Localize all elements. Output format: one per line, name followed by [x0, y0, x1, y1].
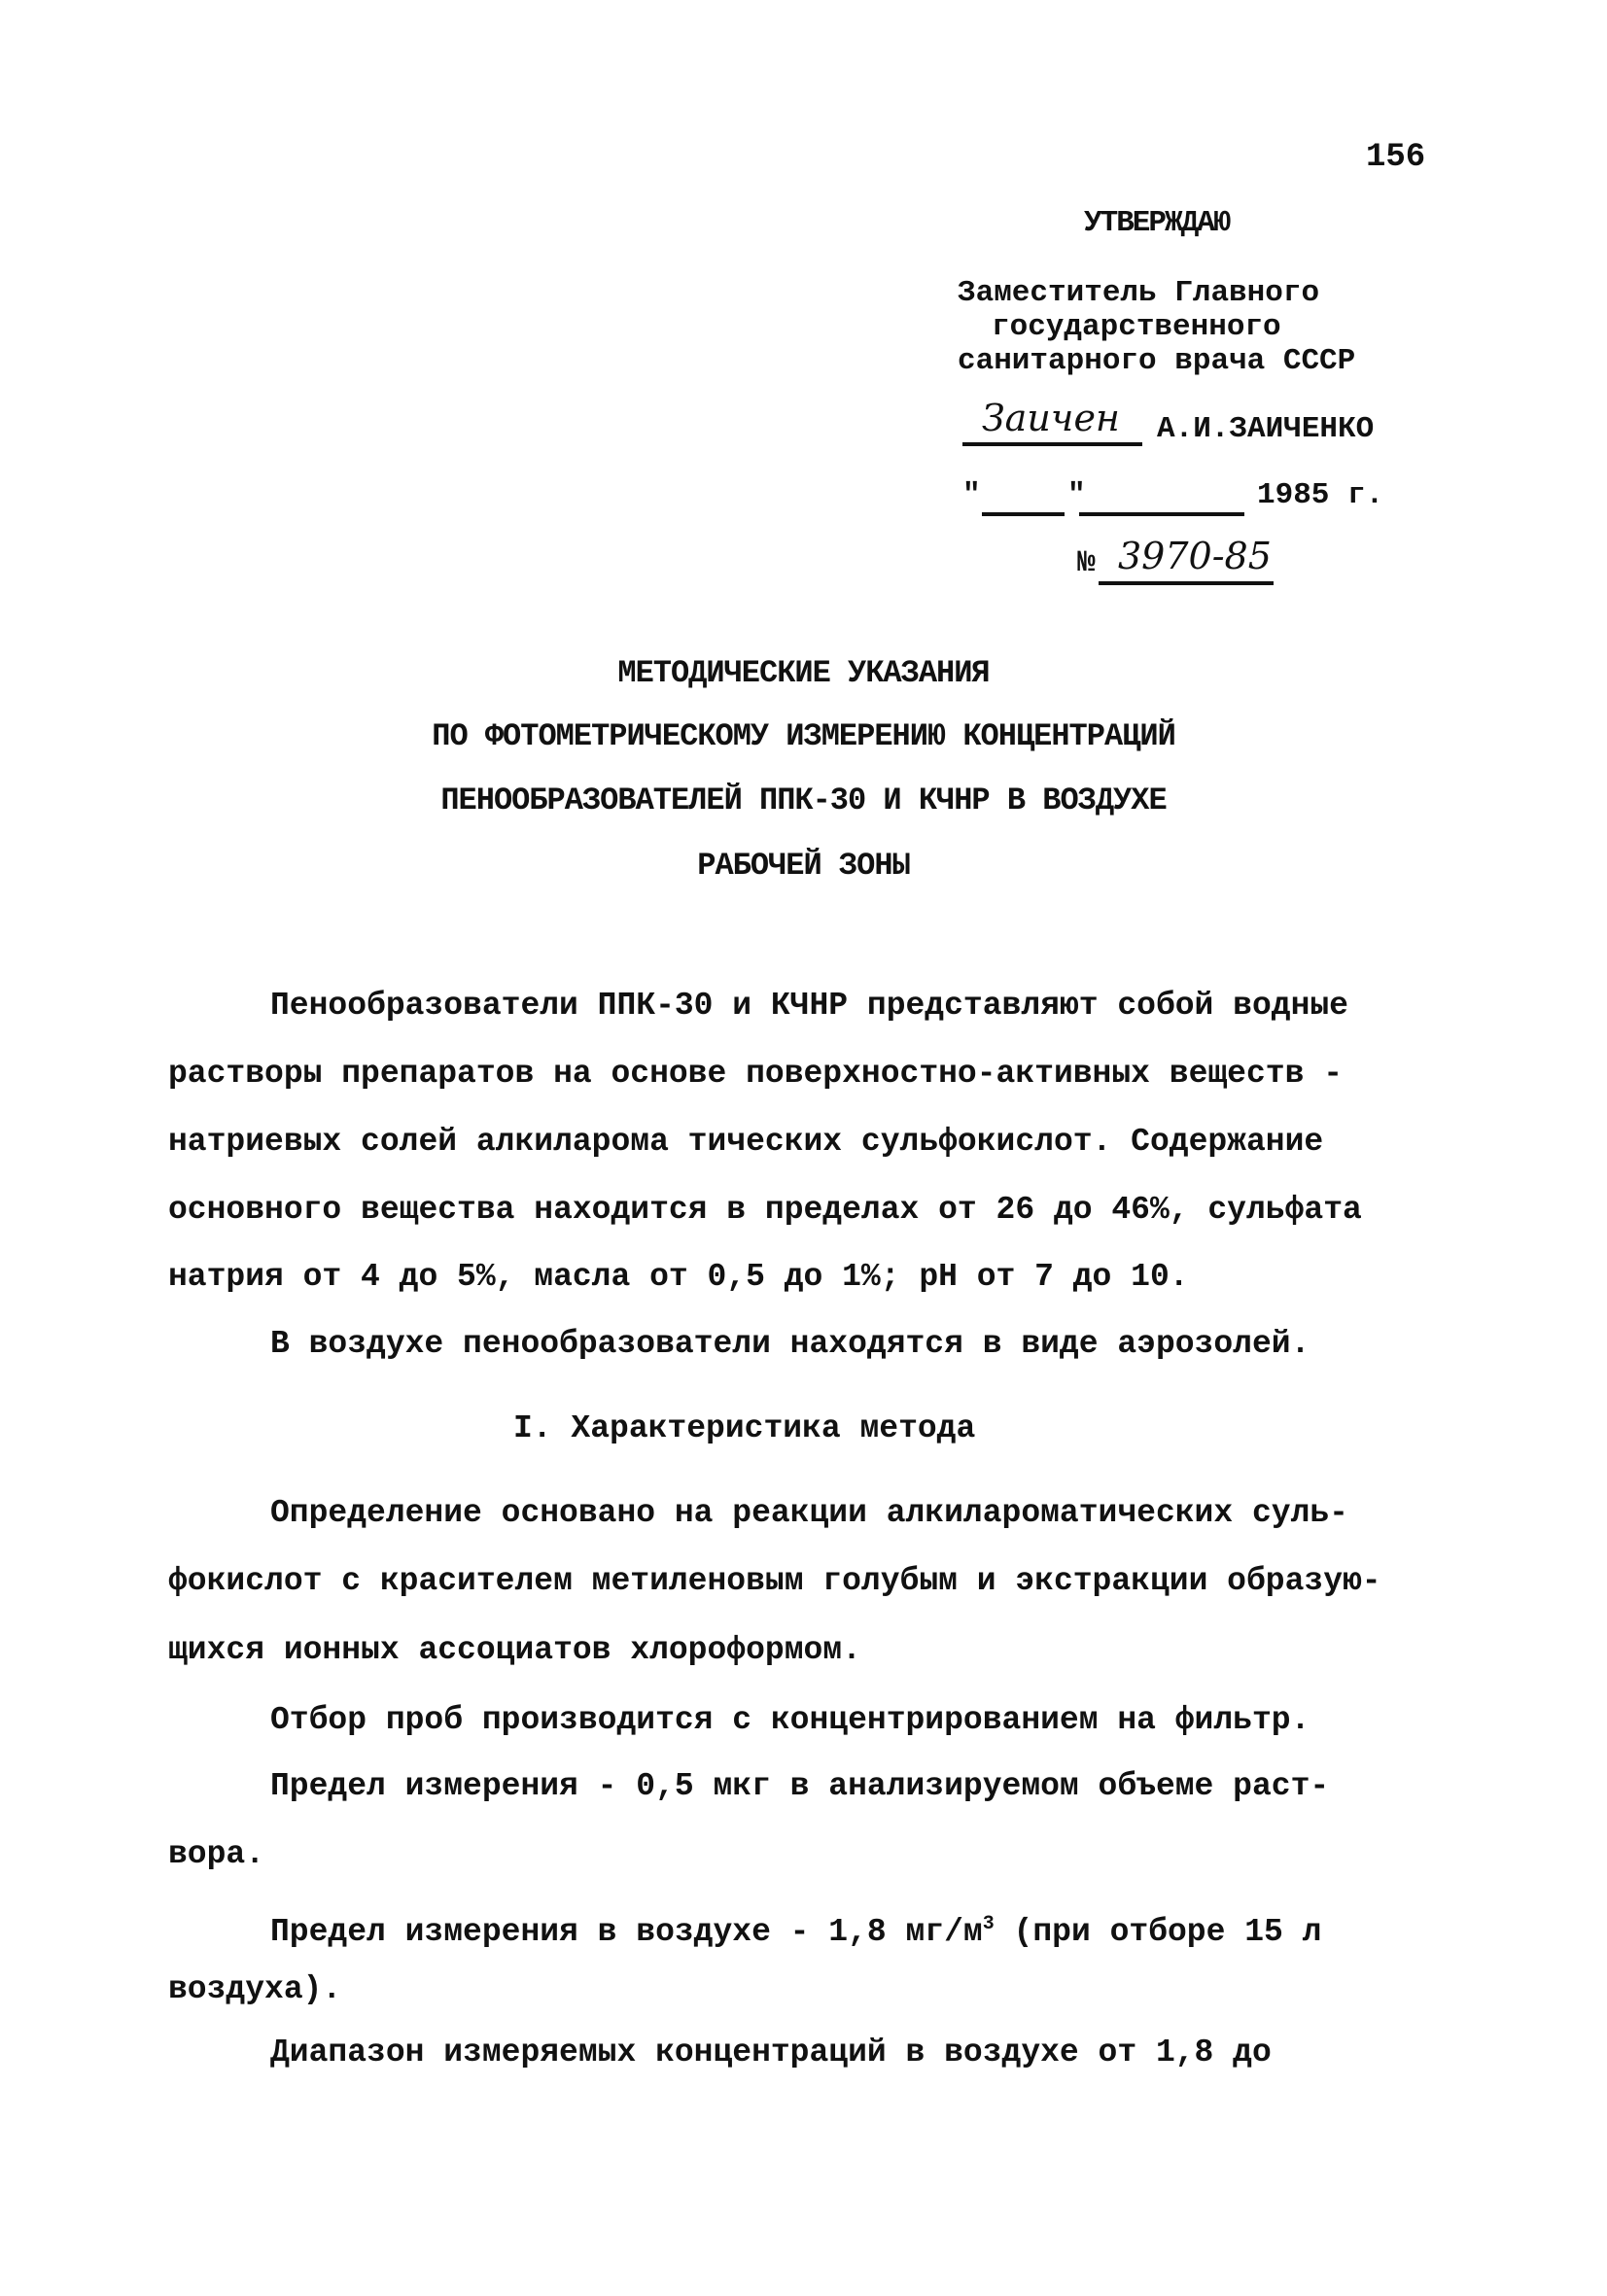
date-year: 1985 г. [1257, 478, 1384, 512]
body-line: В воздухе пенообразователи находятся в виде аэрозолей. [270, 1326, 1310, 1362]
date-month-line [1079, 512, 1244, 516]
body-line: основного вещества находится в пределах от 26 до 46%, сульфата [168, 1192, 1362, 1228]
page-number: 156 [1366, 139, 1426, 176]
approver-position: Заместитель Главного [958, 276, 1320, 310]
number-line [1099, 581, 1274, 585]
body-line [270, 1905, 1321, 1952]
number-prefix: № [1077, 546, 1096, 580]
approver-position: санитарного врача СССР [958, 344, 1356, 378]
body-line: фокислот с красителем метиленовым голубым и экстракции образую- [168, 1563, 1381, 1599]
approval-heading: УТВЕРЖДАЮ [1084, 206, 1230, 240]
measure-limit-text: Предел измерения в воздухе - 1,8 мг/м [270, 1914, 983, 1950]
body-line: щихся ионных ассоциатов хлороформом. [168, 1632, 861, 1668]
body-line: Отбор проб производится с концентрированием на фильтр. [270, 1702, 1310, 1738]
body-line: Предел измерения - 0,5 мкг в анализируемом объеме раст- [270, 1768, 1330, 1804]
signature-line [962, 442, 1142, 446]
section-heading: I. Характеристика метода [513, 1410, 976, 1446]
body-line: Определение основано на реакции алкилароматических суль- [270, 1495, 1348, 1531]
body-line: растворы препаратов на основе поверхностно-активных веществ - [168, 1056, 1343, 1092]
approver-name: А.И.ЗАИЧЕНКО [1157, 412, 1375, 446]
signature: Заичен [982, 397, 1120, 439]
body-line: Диапазон измеряемых концентраций в воздухе от 1,8 до [270, 2035, 1272, 2070]
title-line: ПО ФОТОМЕТРИЧЕСКОМУ ИЗМЕРЕНИЮ КОНЦЕНТРАЦИЙ [432, 718, 1175, 754]
approver-position: государственного [992, 310, 1281, 344]
body-line: натрия от 4 до 5%, масла от 0,5 до 1%; pH от 7 до 10. [168, 1259, 1189, 1295]
body-line: воздуха). [168, 1971, 342, 2007]
body-line: вора. [168, 1836, 265, 1872]
superscript: 3 [982, 1913, 995, 1935]
title-line: МЕТОДИЧЕСКИЕ УКАЗАНИЯ [617, 655, 990, 691]
date-open-quote: " [962, 478, 981, 512]
registration-number: 3970-85 [1118, 535, 1272, 577]
body-line: Пенообразователи ППК-30 и КЧНР представляют собой водные [270, 988, 1348, 1024]
date-day-line [982, 512, 1065, 516]
body-line: натриевых солей алкиларома тических сульфокислот. Содержание [168, 1124, 1324, 1160]
title-line: РАБОЧЕЙ ЗОНЫ [697, 848, 910, 884]
measure-limit-note: (при отборе 15 л [994, 1914, 1322, 1950]
title-line: ПЕНООБРАЗОВАТЕЛЕЙ ППК-30 И КЧНР В ВОЗДУХЕ [440, 783, 1167, 818]
date-close-quote: " [1067, 478, 1086, 512]
